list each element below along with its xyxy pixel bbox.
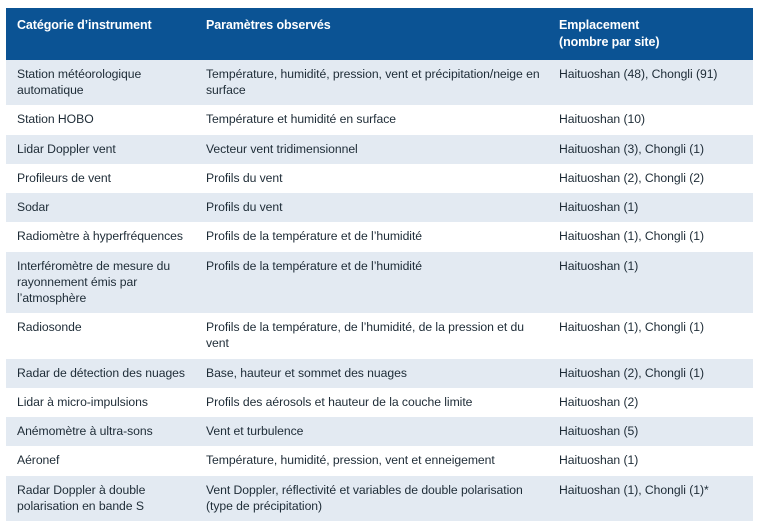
instrument-table-container	[6, 8, 753, 521]
cell-category: Radar Doppler à double polarisation en bande S	[6, 476, 196, 521]
cell-category: Anémomètre à ultra-sons	[6, 417, 196, 446]
cell-location: Haituoshan (1)	[551, 193, 753, 222]
table-row	[6, 222, 753, 251]
column-header-location	[551, 8, 753, 60]
table-row	[6, 446, 753, 475]
cell-parameters: Base, hauteur et sommet des nuages	[196, 359, 551, 388]
cell-parameters: Profils du vent	[196, 193, 551, 222]
table-row	[6, 417, 753, 446]
table-row	[6, 164, 753, 193]
cell-parameters: Vent et turbulence	[196, 417, 551, 446]
cell-location: Haituoshan (10)	[551, 105, 753, 134]
cell-parameters: Vent Doppler, réflectivité et variables de double polarisation (type de précipitation)	[196, 476, 551, 521]
cell-location: Haituoshan (2), Chongli (1)	[551, 359, 753, 388]
table-header	[6, 8, 753, 60]
cell-location: Haituoshan (1), Chongli (1)	[551, 313, 753, 358]
cell-parameters: Profils de la température, de l’humidité, de la pression et du vent	[196, 313, 551, 358]
cell-parameters: Profils de la température et de l’humidité	[196, 252, 551, 314]
table-row	[6, 359, 753, 388]
cell-location: Haituoshan (1)	[551, 446, 753, 475]
table-header-row	[6, 8, 753, 60]
instrument-table	[6, 8, 753, 521]
cell-parameters: Température, humidité, pression, vent et précipitation/neige en surface	[196, 60, 551, 105]
table-row	[6, 252, 753, 314]
cell-category: Station HOBO	[6, 105, 196, 134]
table-row	[6, 135, 753, 164]
cell-parameters: Température et humidité en surface	[196, 105, 551, 134]
cell-location: Haituoshan (48), Chongli (91)	[551, 60, 753, 105]
table-row	[6, 105, 753, 134]
cell-location: Haituoshan (3), Chongli (1)	[551, 135, 753, 164]
cell-location: Haituoshan (1)	[551, 252, 753, 314]
cell-location: Haituoshan (5)	[551, 417, 753, 446]
cell-parameters: Profils de la température et de l’humidité	[196, 222, 551, 251]
table-row	[6, 193, 753, 222]
cell-category: Sodar	[6, 193, 196, 222]
cell-category: Lidar à micro-impulsions	[6, 388, 196, 417]
cell-location: Haituoshan (1), Chongli (1)*	[551, 476, 753, 521]
cell-location: Haituoshan (2), Chongli (2)	[551, 164, 753, 193]
cell-category: Interféromètre de mesure du rayonnement émis par l’atmosphère	[6, 252, 196, 314]
cell-location: Haituoshan (2)	[551, 388, 753, 417]
table-body	[6, 60, 753, 521]
column-header-parameters: Paramètres observés	[196, 8, 551, 60]
cell-category: Station météorologique automatique	[6, 60, 196, 105]
column-header-location-line1: Emplacement	[559, 18, 640, 32]
cell-parameters: Profils des aérosols et hauteur de la couche limite	[196, 388, 551, 417]
cell-category: Aéronef	[6, 446, 196, 475]
column-header-category: Catégorie d’instrument	[6, 8, 196, 60]
table-row	[6, 313, 753, 358]
column-header-location-line2: (nombre par site)	[559, 34, 660, 49]
cell-category: Profileurs de vent	[6, 164, 196, 193]
table-row	[6, 388, 753, 417]
table-row	[6, 476, 753, 521]
cell-parameters: Profils du vent	[196, 164, 551, 193]
cell-parameters: Température, humidité, pression, vent et enneigement	[196, 446, 551, 475]
cell-category: Radar de détection des nuages	[6, 359, 196, 388]
cell-category: Lidar Doppler vent	[6, 135, 196, 164]
table-row	[6, 60, 753, 105]
cell-location: Haituoshan (1), Chongli (1)	[551, 222, 753, 251]
cell-category: Radiosonde	[6, 313, 196, 358]
cell-category: Radiomètre à hyperfréquences	[6, 222, 196, 251]
cell-parameters: Vecteur vent tridimensionnel	[196, 135, 551, 164]
